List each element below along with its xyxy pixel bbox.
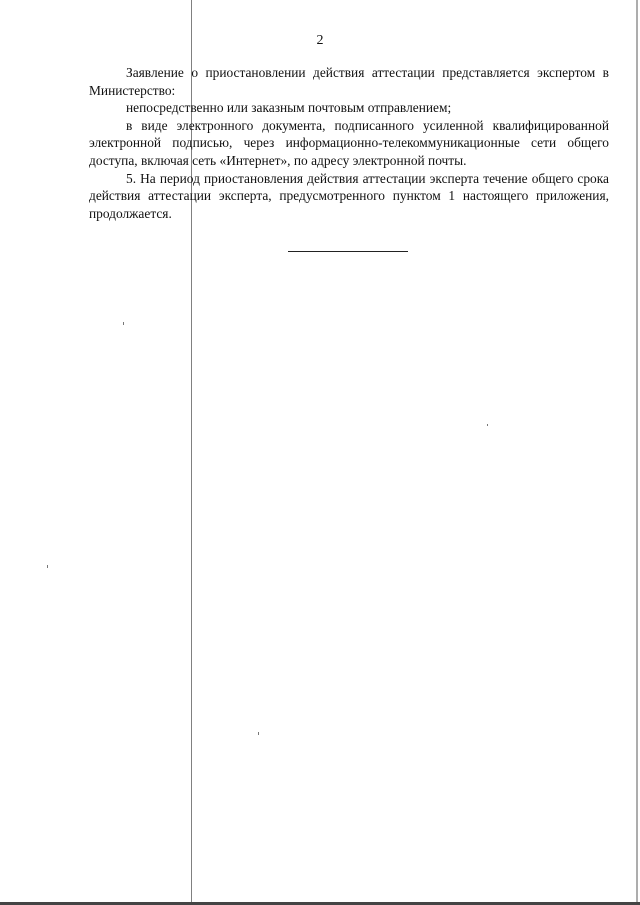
scan-speck bbox=[47, 565, 48, 568]
document-body bbox=[89, 64, 609, 222]
scan-speck bbox=[123, 322, 124, 325]
paragraph-statement: Заявление о приостановлении действия аттестации представляется экспертом в Министерство: bbox=[89, 65, 609, 98]
scan-artifact-edge bbox=[636, 0, 638, 905]
page-number: 2 bbox=[316, 33, 324, 48]
paragraph-postal-option: непосредственно или заказным почтовым отправлением; bbox=[126, 100, 452, 116]
paragraph-electronic-option: в виде электронного документа, подписанного усиленной квалифицированной электронной подписью, через информационно-телекоммуникационные сети общего доступа, включая сеть «Интернет», по адресу электронной почты. bbox=[89, 117, 609, 168]
scan-speck bbox=[258, 732, 259, 735]
scan-speck bbox=[487, 424, 488, 426]
end-separator-line bbox=[288, 251, 408, 252]
paragraph-item-5: 5. На период приостановления действия аттестации эксперта течение общего срока действия аттестации эксперта, предусмотренного пунктом 1 настоящего приложения, продолжается. bbox=[89, 170, 609, 221]
